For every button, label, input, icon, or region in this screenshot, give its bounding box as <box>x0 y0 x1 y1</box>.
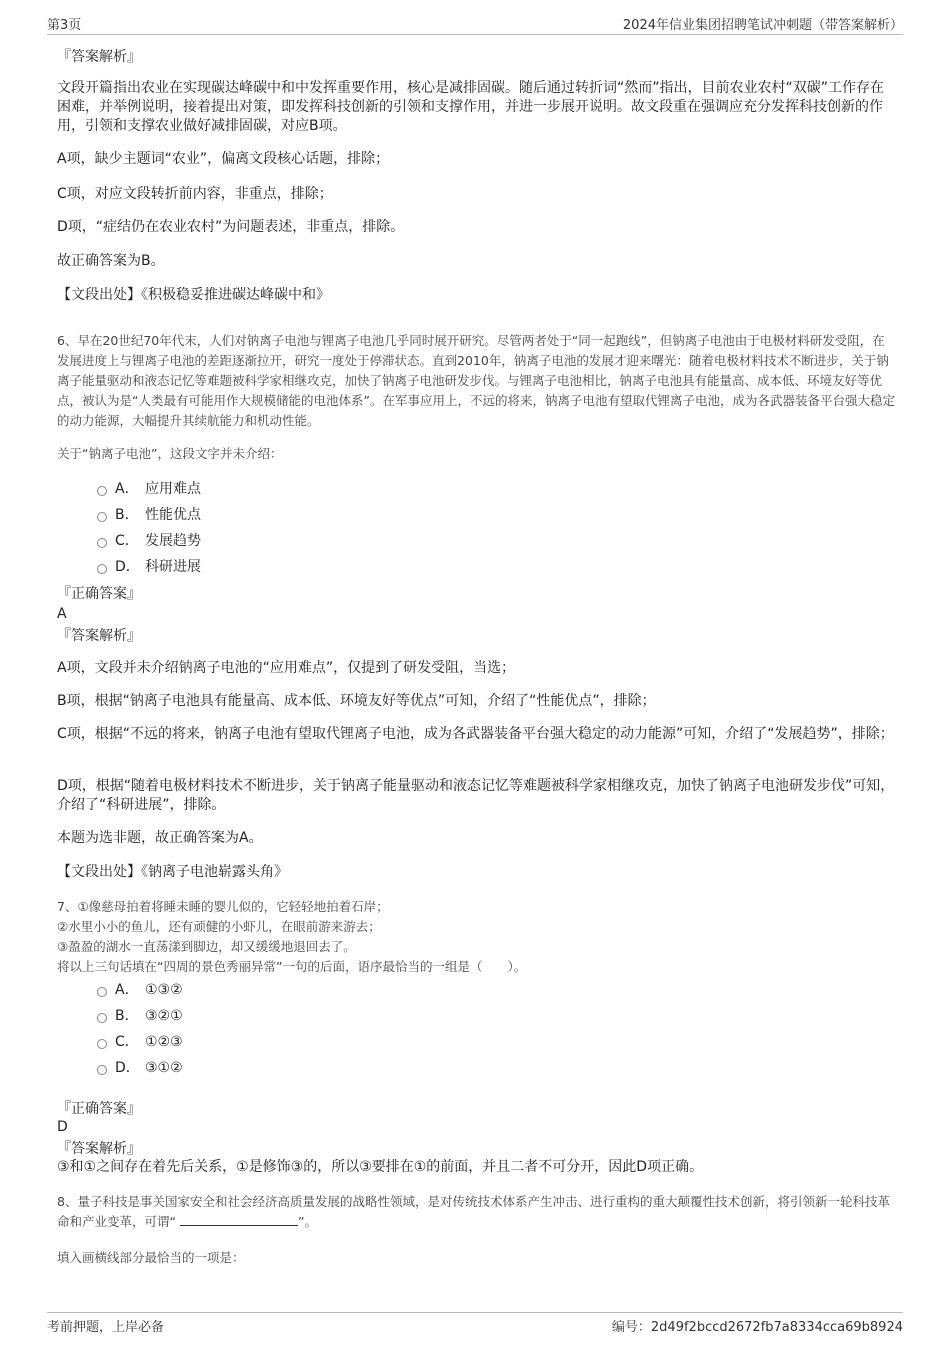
q6-question: 关于“钠离子电池”，这段文字并未介绍： <box>57 446 283 461</box>
q5-analysis-d: D项，“症结仍在农业农村”为问题表述，非重点，排除。 <box>57 219 405 235</box>
q8-question: 填入画横线部分最恰当的一项是： <box>57 1250 245 1265</box>
q7-correct-answer: D <box>57 1119 68 1135</box>
q7-analysis: ③和①之间存在着先后关系，①是修饰③的，所以③要排在①的前面，并且二者不可分开，因此D项正确。 <box>57 1159 704 1175</box>
radio-button[interactable] <box>97 1065 107 1075</box>
q6-correct-answer: A <box>57 606 67 622</box>
q5-answer-line: 故正确答案为B。 <box>57 253 165 269</box>
q7-line-3: ③盈盈的湖水一直荡漾到脚边，却又缓缓地退回去了。 <box>57 939 356 954</box>
q7-option-c[interactable]: C． ①②③ <box>97 1032 183 1052</box>
page-footer <box>47 1312 903 1335</box>
q6-answer-line: 本题为选非题，故正确答案为A。 <box>57 830 263 846</box>
q7-option-b[interactable]: B． ③②① <box>97 1006 183 1026</box>
q6-analysis-label: 『答案解析』 <box>57 628 141 644</box>
q5-source: 【文段出处】《积极稳妥推进碳达峰碳中和》 <box>57 287 330 303</box>
page-header <box>47 14 903 35</box>
q6-option-c[interactable]: C． 发展趋势 <box>97 531 201 551</box>
q6-analysis-a: A项，文段并未介绍钠离子电池的“应用难点”，仅提到了研发受阻，当选； <box>57 660 516 676</box>
document-title: 2024年信业集团招聘笔试冲刺题（带答案解析） <box>622 18 903 33</box>
q6-option-b[interactable]: B． 性能优点 <box>97 505 201 525</box>
q6-correct-label: 『正确答案』 <box>57 586 141 602</box>
q5-analysis-c: C项，对应文段转折前内容，非重点，排除； <box>57 186 333 202</box>
q5-analysis-a: A项，缺少主题词“农业”，偏离文段核心话题，排除； <box>57 151 390 167</box>
radio-button[interactable] <box>97 538 107 548</box>
radio-button[interactable] <box>97 512 107 522</box>
q6-source: 【文段出处】《钠离子电池崭露头角》 <box>57 864 288 880</box>
q6-analysis-c: C项，根据“不远的将来，钠离子电池有望取代锂离子电池，成为各武器装备平台强大稳定的动力能源”可知，介绍了“发展趋势”，排除； <box>57 726 894 742</box>
q7-line-2: ②水里小小的鱼儿，还有顽健的小虾儿，在眼前游来游去； <box>57 919 381 934</box>
q7-correct-label: 『正确答案』 <box>57 1101 141 1117</box>
q6-option-a[interactable]: A． 应用难点 <box>97 479 201 499</box>
q5-analysis-label: 『答案解析』 <box>57 49 141 65</box>
q6-stem: 6、早在20世纪70年代末，人们对钠离子电池与锂离子电池几乎同时展开研究。尽管两者处于“同一起跑线”，但钠离子电池由于电极材料研发受阻，在发展进度上与锂离子电池的差距逐渐拉开，研究一度处于停滞状态。直到2010年，钠离子电池的发展才迎来曙光：随着电极材料技术不断进步，关于钠离子能量驱动和液态记忆等难题被科学家相继攻克，加快了钠离子电池研发步伐。与锂离子电池相比，钠离子电池具有能量高、成本低、环境友好等优点，被认为是“人类最有可能用作大规模储能的电池体系”。在军事应用上，不远的将来，钠离子电池有望取代锂离子电池，成为各武器装备平台强大稳定的动力能源，大幅提升其续航能力和机动性能。 <box>57 333 895 428</box>
fill-blank <box>180 1213 298 1226</box>
q8-stem: 8、量子科技是事关国家安全和社会经济高质量发展的战略性领域，是对传统技术体系产生冲击、进行重构的重大颠覆性技术创新，将引领新一轮科技革命和产业变革，可谓“ ”。 <box>57 1194 890 1229</box>
q6-analysis-d: D项，根据“随着电极材料技术不断进步，关于钠离子能量驱动和液态记忆等难题被科学家相继攻克，加快了钠离子电池研发步伐”可知，介绍了“科研进展”，排除。 <box>57 778 895 813</box>
q6-analysis-b: B项，根据“钠离子电池具有能量高、成本低、环境友好等优点”可知，介绍了“性能优点”，排除； <box>57 693 656 709</box>
page-number: 第3页 <box>47 18 82 33</box>
radio-button[interactable] <box>97 1013 107 1023</box>
document-id: 编号：2d49f2bccd2672fb7a8334cca69b8924 <box>611 1320 903 1335</box>
q7-line-1: 7、①像慈母拍着将睡未睡的婴儿似的，它轻轻地拍着石岸； <box>57 899 389 914</box>
radio-button[interactable] <box>97 987 107 997</box>
radio-button[interactable] <box>97 1039 107 1049</box>
radio-button[interactable] <box>97 486 107 496</box>
footer-slogan: 考前押题，上岸必备 <box>47 1320 165 1335</box>
q7-option-a[interactable]: A． ①③② <box>97 980 183 1000</box>
q6-option-d[interactable]: D． 科研进展 <box>97 557 201 577</box>
q7-option-d[interactable]: D． ③①② <box>97 1058 183 1078</box>
radio-button[interactable] <box>97 564 107 574</box>
q7-analysis-label: 『答案解析』 <box>57 1141 141 1157</box>
q5-analysis-intro: 文段开篇指出农业在实现碳达峰碳中和中发挥重要作用，核心是减排固碳。随后通过转折词“然而”指出，目前农业农村“双碳”工作存在困难，并举例说明，接着提出对策，即发挥科技创新的引领和支撑作用，并进一步展开说明。故文段重在强调应充分发挥科技创新的作用，引领和支撑农业做好减排固碳，对应B项。 <box>57 80 885 134</box>
q7-question: 将以上三句话填在“四周的景色秀丽异常”一句的后面，语序最恰当的一组是（ ）。 <box>57 959 527 974</box>
